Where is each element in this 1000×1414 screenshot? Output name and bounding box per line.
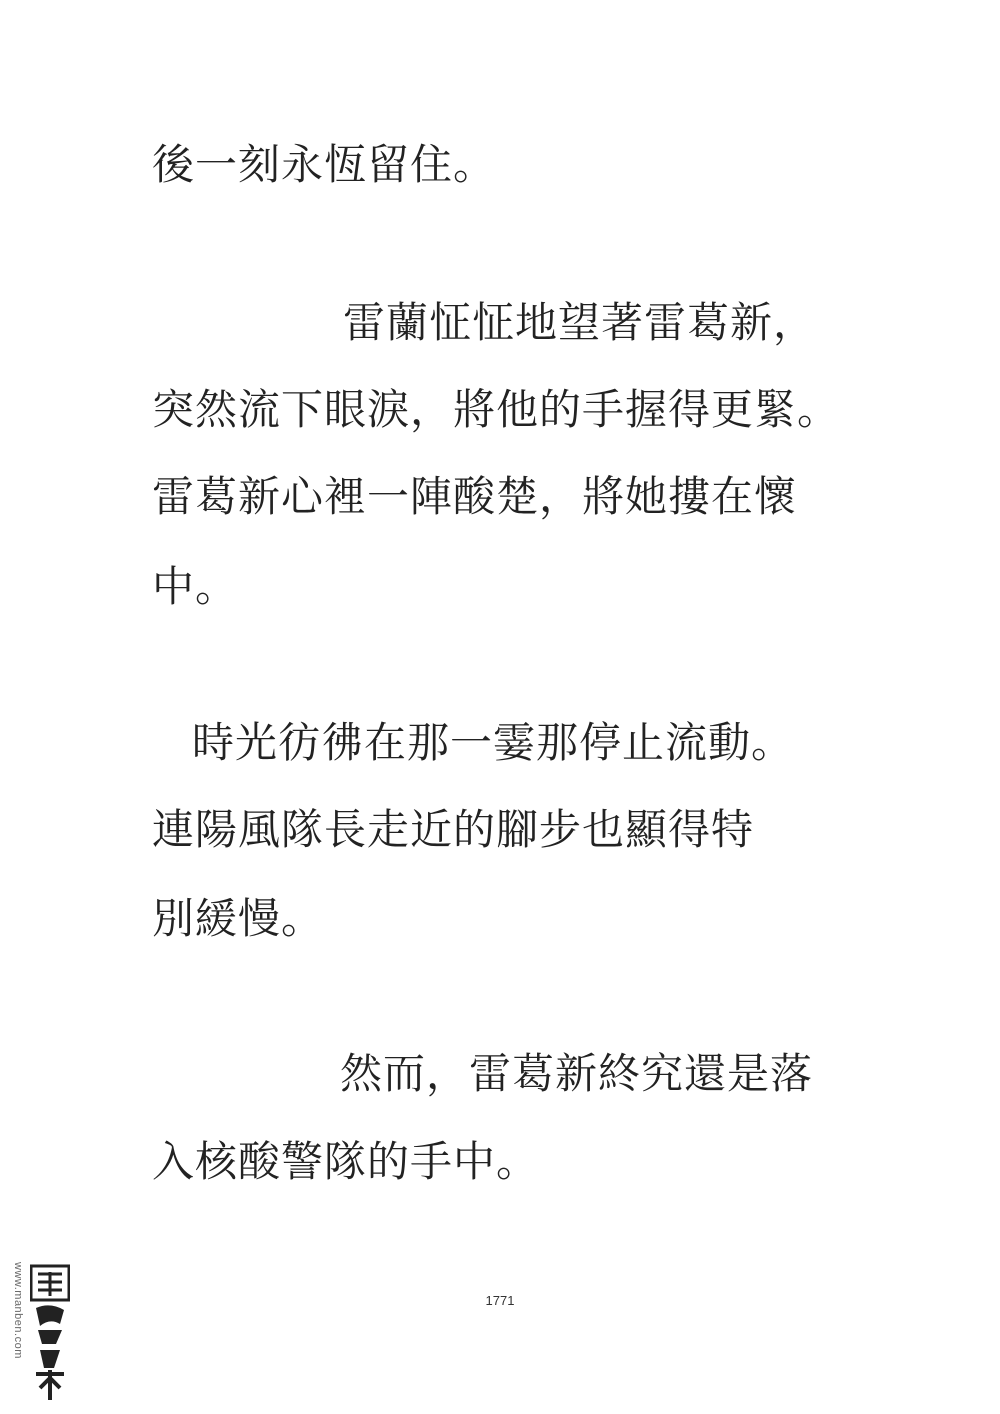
text-line: 中。 — [152, 562, 239, 611]
text-line: 突然流下眼淚，將他的手握得更緊。 — [152, 385, 841, 434]
text-line: 連陽風隊長走近的腳步也顯得特 — [152, 805, 755, 854]
text-line: 別緩慢。 — [152, 894, 325, 943]
watermark — [8, 1262, 70, 1406]
text-line: 然而，雷葛新終究還是落 — [340, 1049, 814, 1098]
text-line: 雷蘭怔怔地望著雷葛新， — [343, 298, 817, 347]
text-line: 後一刻永恆留住。 — [152, 140, 497, 189]
text-line: 入核酸警隊的手中。 — [152, 1137, 540, 1186]
text-line: 雷葛新心裡一陣酸楚，將她摟在懷 — [152, 472, 798, 521]
watermark-url: www.manben.com — [12, 1262, 24, 1359]
page-number: 1771 — [485, 1293, 515, 1308]
text-line: 時光彷彿在那一霎那停止流動。 — [192, 718, 795, 767]
watermark-logo-icon — [30, 1264, 70, 1404]
